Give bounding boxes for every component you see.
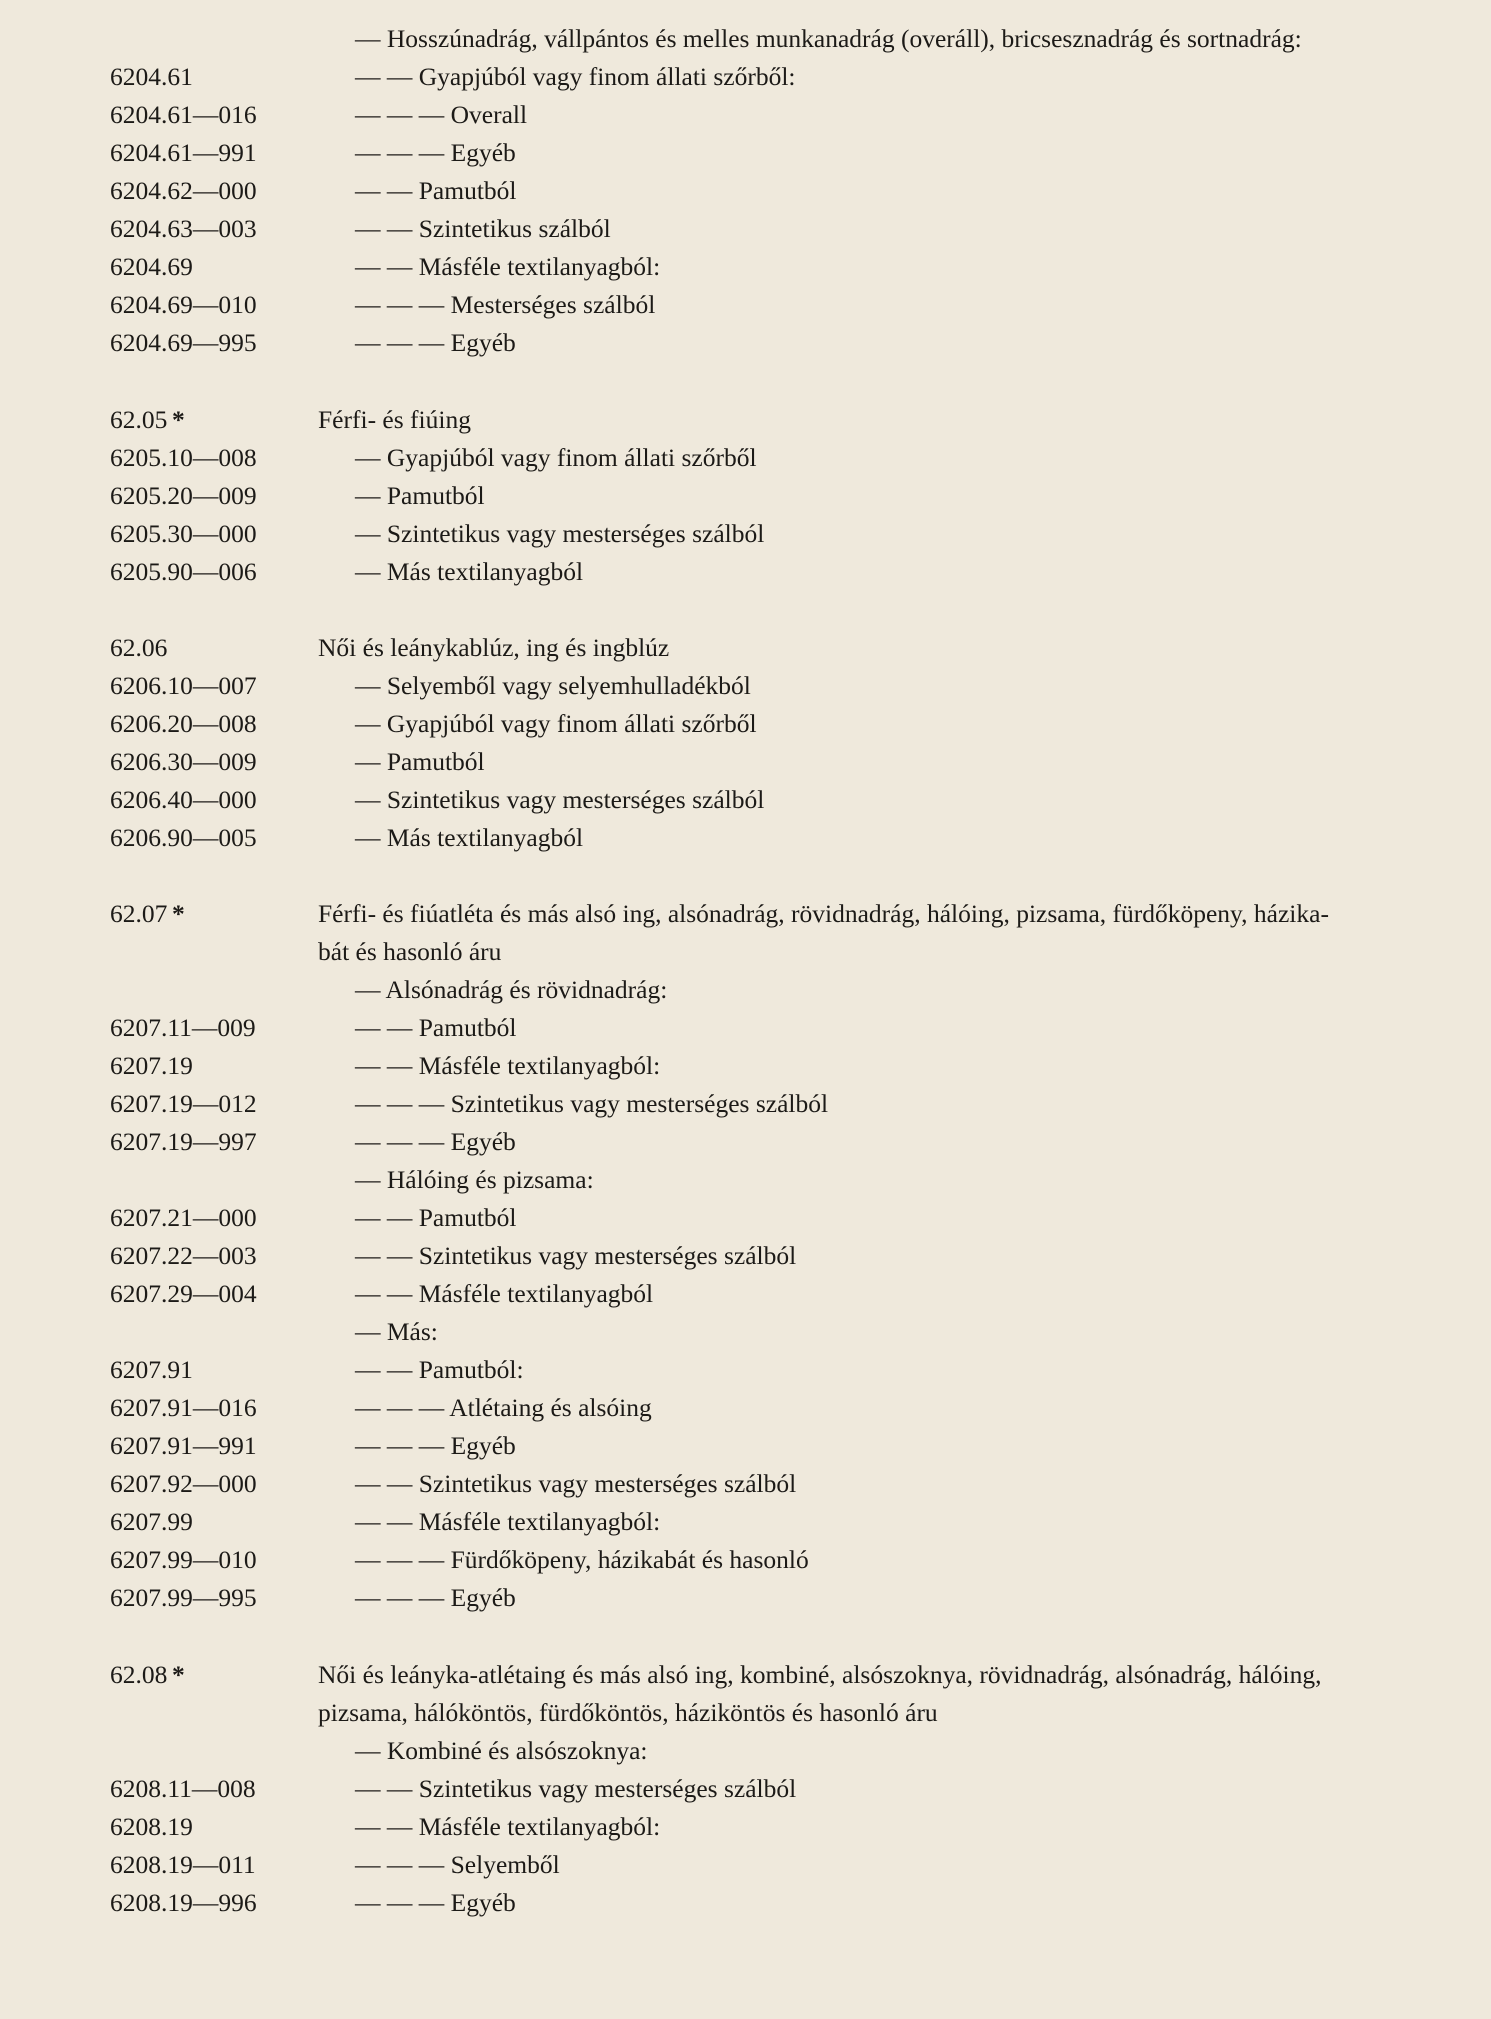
tariff-description: — — — Egyéb xyxy=(355,138,516,167)
tariff-description: — — — Egyéb xyxy=(355,1431,516,1460)
tariff-description: Női és leánykablúz, ing és ingblúz xyxy=(318,633,670,662)
tariff-description: — Hálóing és pizsama: xyxy=(355,1165,594,1194)
tariff-code: 6208.19—011 xyxy=(110,1850,256,1879)
tariff-description: Női és leányka-atlétaing és más alsó ing, kombiné, alsószoknya, rövidnadrág, alsónadrág, hálóing, xyxy=(318,1660,1322,1689)
tariff-description: — Hosszúnadrág, vállpántos és melles munkanadrág (overáll), bricsesznadrág és sortnadrág: xyxy=(355,24,1302,53)
tariff-description: — Más: xyxy=(355,1317,438,1346)
tariff-description: bát és hasonló áru xyxy=(318,937,502,966)
tariff-code: 6204.61 xyxy=(110,62,193,91)
tariff-description: — — Másféle textilanyagból: xyxy=(355,1051,661,1080)
tariff-description: — — Gyapjúból vagy finom állati szőrből: xyxy=(355,62,796,91)
heading-marker: * xyxy=(172,1660,185,1689)
tariff-description: — — — Egyéb xyxy=(355,1583,516,1612)
tariff-description: Férfi- és fiúing xyxy=(318,405,471,434)
tariff-code: 6207.19 xyxy=(110,1051,193,1080)
tariff-code: 6204.69—010 xyxy=(110,290,257,319)
tariff-code: 6204.62—000 xyxy=(110,176,257,205)
heading-marker: * xyxy=(172,899,185,928)
tariff-description: — — Másféle textilanyagból: xyxy=(355,252,661,281)
tariff-description: — — Másféle textilanyagból: xyxy=(355,1507,661,1536)
tariff-code: 6206.40—000 xyxy=(110,785,257,814)
tariff-description: — — — Szintetikus vagy mesterséges szálból xyxy=(355,1089,829,1118)
tariff-description: — Pamutból xyxy=(355,747,485,776)
tariff-description: pizsama, hálóköntös, fürdőköntös, háziköntös és hasonló áru xyxy=(318,1698,938,1727)
tariff-code: 6207.29—004 xyxy=(110,1279,257,1308)
tariff-code: 62.06 xyxy=(110,633,168,662)
tariff-code: 6207.99—995 xyxy=(110,1583,257,1612)
tariff-description: — — Szintetikus vagy mesterséges szálból xyxy=(355,1241,797,1270)
tariff-code: 6204.61—016 xyxy=(110,100,257,129)
tariff-code: 6207.91 xyxy=(110,1355,193,1384)
tariff-description: — — Szintetikus vagy mesterséges szálból xyxy=(355,1469,797,1498)
tariff-description: — — Pamutból xyxy=(355,1013,517,1042)
tariff-code: 6204.69—995 xyxy=(110,328,257,357)
tariff-code: 6207.99 xyxy=(110,1507,193,1536)
tariff-code: 62.05 xyxy=(110,405,168,434)
tariff-description: — — — Egyéb xyxy=(355,328,516,357)
tariff-description: — Pamutból xyxy=(355,481,485,510)
tariff-description: — — — Atlétaing és alsóing xyxy=(355,1393,652,1422)
tariff-code: 6207.99—010 xyxy=(110,1545,257,1574)
tariff-code: 6206.10—007 xyxy=(110,671,257,700)
tariff-code: 6204.61—991 xyxy=(110,138,257,167)
tariff-description: — Kombiné és alsószoknya: xyxy=(355,1736,648,1765)
tariff-description: — — Másféle textilanyagból: xyxy=(355,1812,661,1841)
tariff-code: 6207.19—997 xyxy=(110,1127,257,1156)
tariff-description: — Gyapjúból vagy finom állati szőrből xyxy=(355,709,757,738)
tariff-code: 6205.10—008 xyxy=(110,443,257,472)
tariff-description: — — — Egyéb xyxy=(355,1127,516,1156)
tariff-code: 6206.30—009 xyxy=(110,747,257,776)
tariff-description: — — Szintetikus vagy mesterséges szálból xyxy=(355,1774,797,1803)
tariff-code: 6206.20—008 xyxy=(110,709,257,738)
tariff-code: 6207.11—009 xyxy=(110,1013,256,1042)
tariff-code: 6208.11—008 xyxy=(110,1774,256,1803)
tariff-code: 6208.19 xyxy=(110,1812,193,1841)
tariff-description: — Selyemből vagy selyemhulladékból xyxy=(355,671,751,700)
tariff-description: — — — Selyemből xyxy=(355,1850,560,1879)
tariff-description: — — Pamutból xyxy=(355,176,517,205)
heading-marker: * xyxy=(172,405,185,434)
tariff-code: 6207.19—012 xyxy=(110,1089,257,1118)
tariff-description: — — — Mesterséges szálból xyxy=(355,290,656,319)
tariff-code: 6204.63—003 xyxy=(110,214,257,243)
tariff-description: — — — Fürdőköpeny, házikabát és hasonló xyxy=(355,1545,809,1574)
tariff-code: 6207.91—016 xyxy=(110,1393,257,1422)
tariff-description: — Más textilanyagból xyxy=(355,823,584,852)
tariff-description: Férfi- és fiúatléta és más alsó ing, alsónadrág, rövidnadrág, hálóing, pizsama, fürdőköpeny, házika- xyxy=(318,899,1329,928)
tariff-code: 6205.30—000 xyxy=(110,519,257,548)
tariff-description: — — Pamutból: xyxy=(355,1355,524,1384)
tariff-description: — Gyapjúból vagy finom állati szőrből xyxy=(355,443,757,472)
tariff-description: — Szintetikus vagy mesterséges szálból xyxy=(355,519,765,548)
tariff-code: 62.08 xyxy=(110,1660,168,1689)
tariff-code: 6207.21—000 xyxy=(110,1203,257,1232)
tariff-description: — — Szintetikus szálból xyxy=(355,214,611,243)
tariff-description: — Alsónadrág és rövidnadrág: xyxy=(355,975,668,1004)
tariff-code: 6205.90—006 xyxy=(110,557,257,586)
tariff-code: 6207.22—003 xyxy=(110,1241,257,1270)
tariff-description: — — Pamutból xyxy=(355,1203,517,1232)
tariff-description: — — — Overall xyxy=(355,100,528,129)
tariff-code: 6206.90—005 xyxy=(110,823,257,852)
tariff-code: 62.07 xyxy=(110,899,168,928)
tariff-code: 6205.20—009 xyxy=(110,481,257,510)
tariff-description: — Szintetikus vagy mesterséges szálból xyxy=(355,785,765,814)
tariff-code: 6207.92—000 xyxy=(110,1469,257,1498)
tariff-code: 6208.19—996 xyxy=(110,1888,257,1917)
tariff-description: — — Másféle textilanyagból xyxy=(355,1279,654,1308)
tariff-description: — Más textilanyagból xyxy=(355,557,584,586)
tariff-code: 6207.91—991 xyxy=(110,1431,257,1460)
tariff-description: — — — Egyéb xyxy=(355,1888,516,1917)
tariff-code: 6204.69 xyxy=(110,252,193,281)
